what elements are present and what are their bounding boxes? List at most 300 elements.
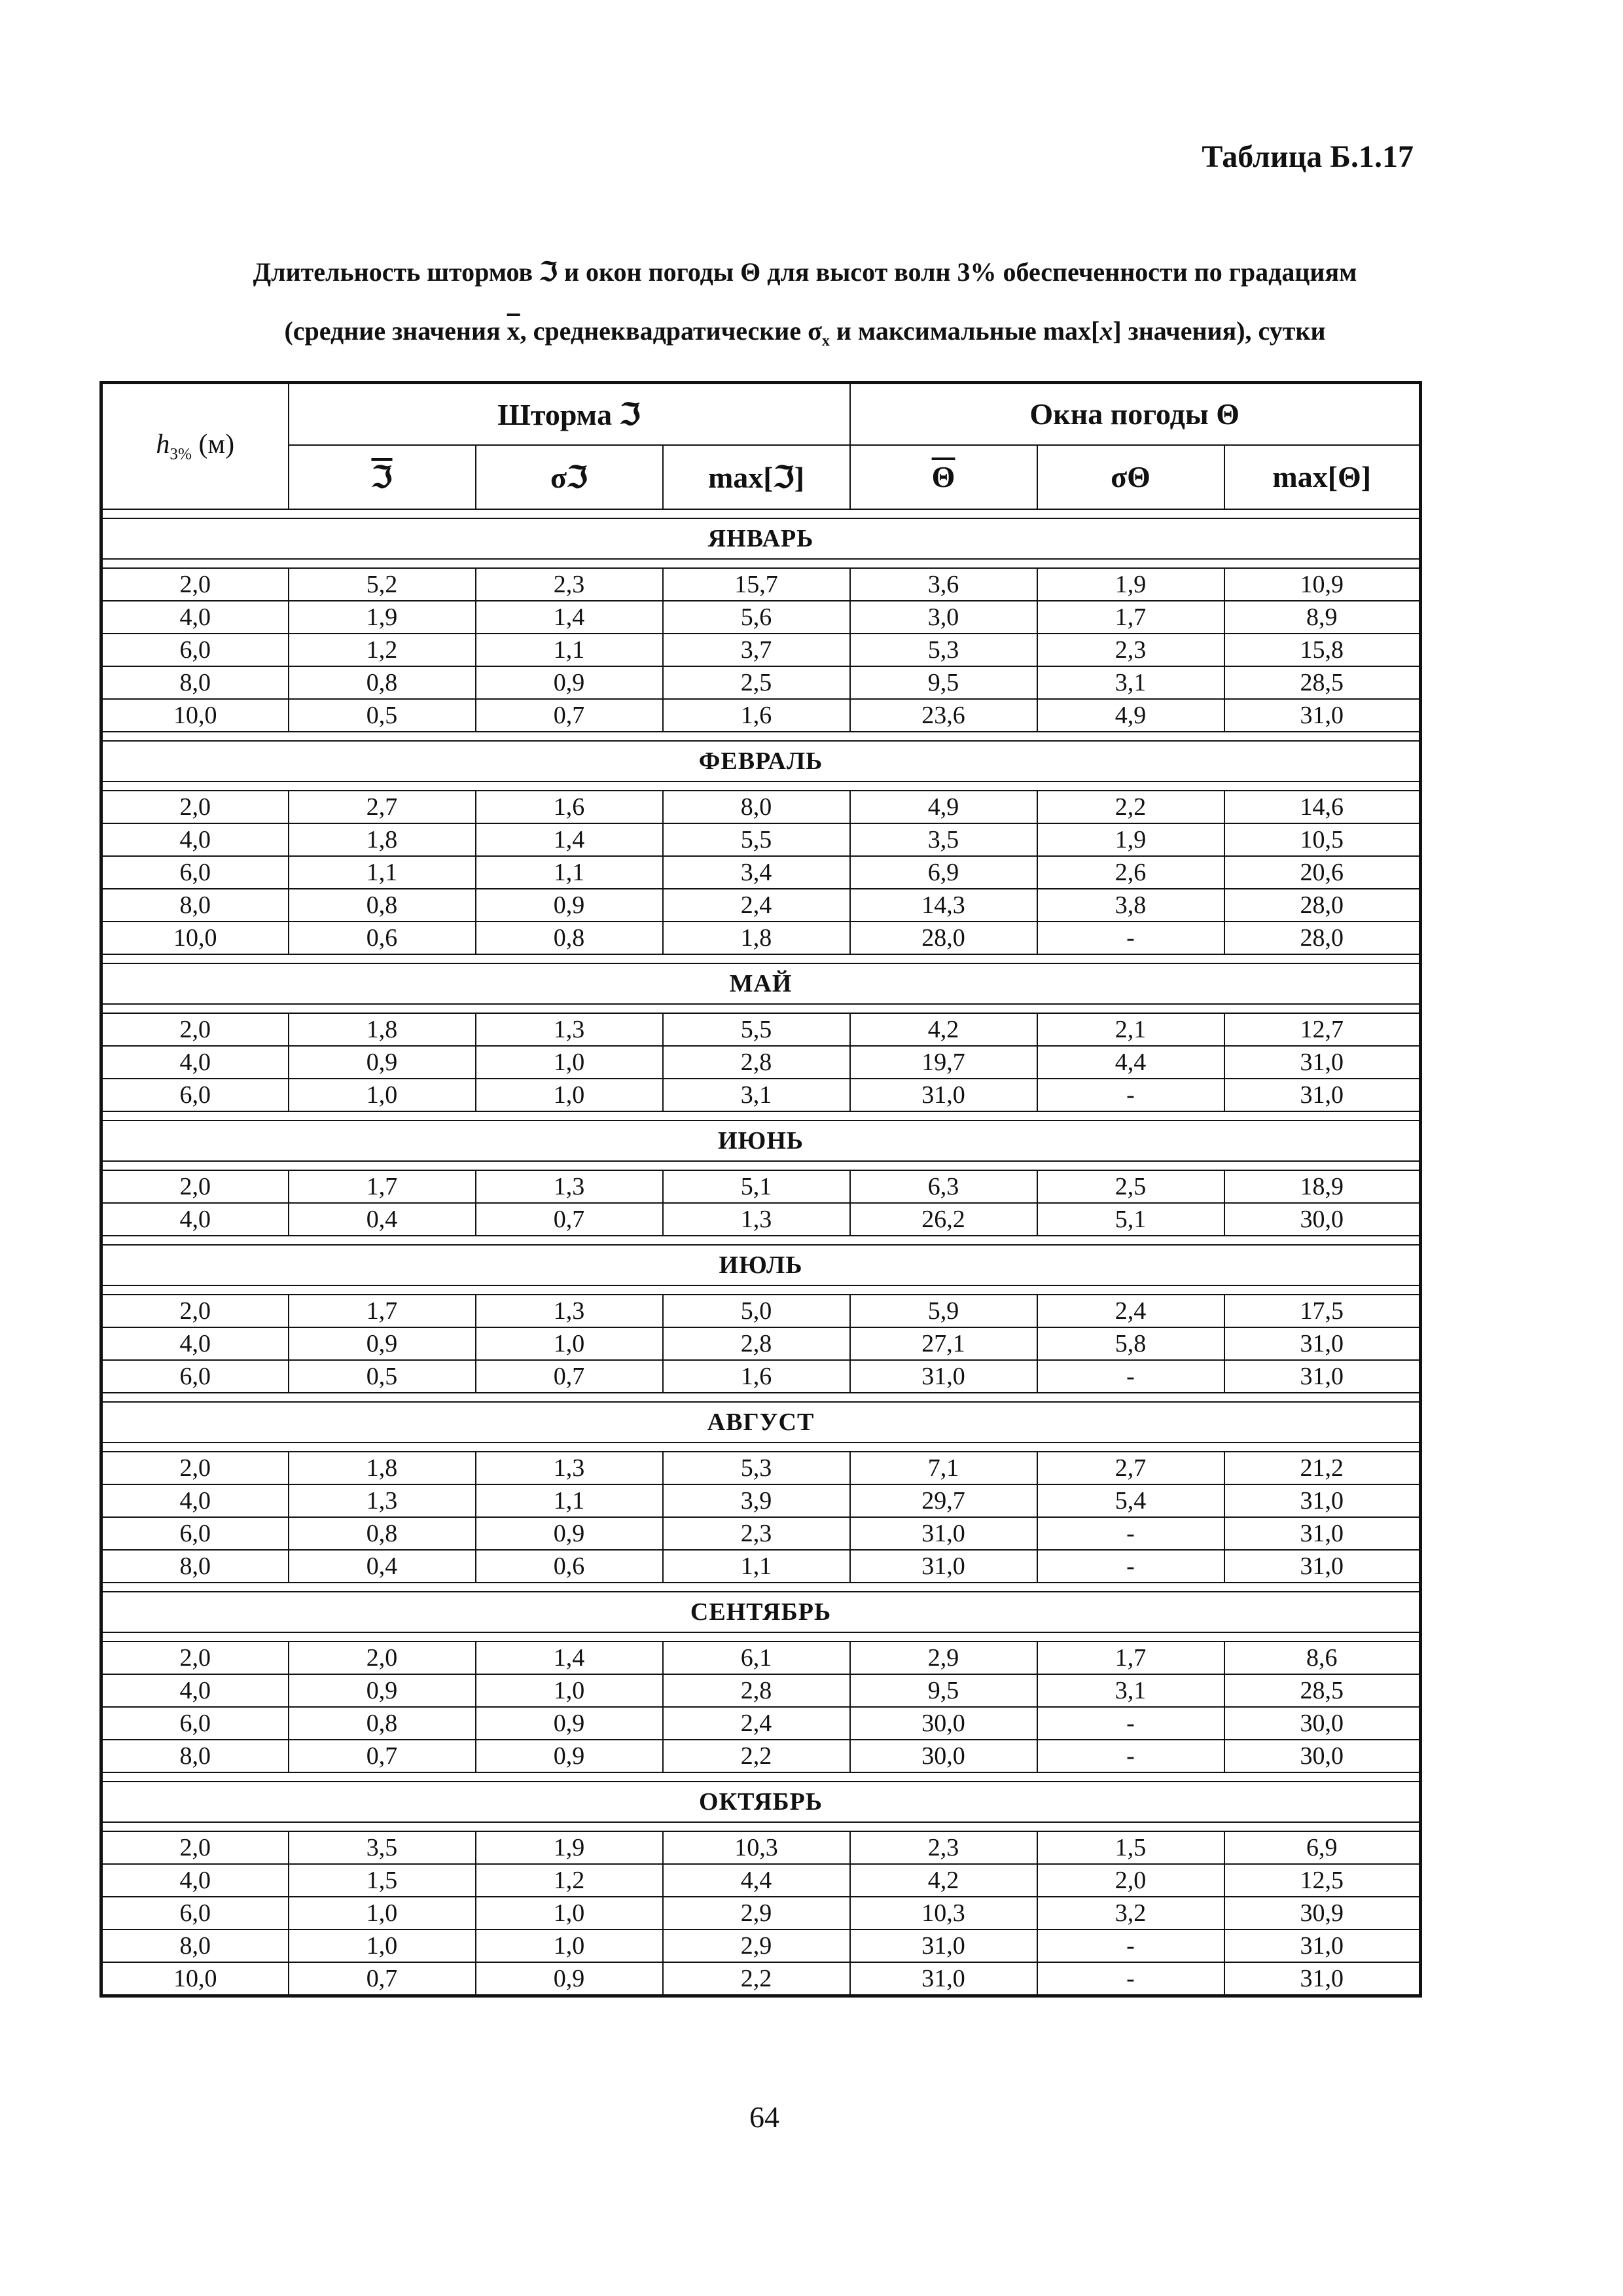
table-cell: - bbox=[1037, 922, 1224, 954]
title-xbar: $\overline{x}$ bbox=[507, 316, 520, 346]
table-cell: - bbox=[1037, 1550, 1224, 1583]
table-cell: 4,2 bbox=[850, 1013, 1037, 1046]
table-cell: 1,0 bbox=[289, 1079, 476, 1111]
month-row bbox=[101, 518, 1421, 559]
table-row bbox=[101, 1674, 1421, 1707]
table-cell: 8,0 bbox=[663, 791, 850, 823]
section-gap bbox=[101, 1004, 1421, 1013]
cell-wave-height: 2,0 bbox=[101, 1831, 289, 1864]
table-cell: 5,1 bbox=[663, 1170, 850, 1203]
table-cell: 5,5 bbox=[663, 823, 850, 856]
table-cell: 31,0 bbox=[1224, 1327, 1421, 1360]
table-cell: 0,7 bbox=[476, 1203, 663, 1236]
cell-wave-height: 4,0 bbox=[101, 823, 289, 856]
month-name: АВГУСТ bbox=[101, 1402, 1421, 1443]
table-row bbox=[101, 601, 1421, 634]
header-storm-mean: ℑ bbox=[289, 445, 476, 509]
table-cell: 5,2 bbox=[289, 568, 476, 601]
cell-wave-height: 2,0 bbox=[101, 1452, 289, 1484]
section-gap-cell bbox=[101, 1822, 1421, 1831]
section-gap bbox=[101, 1236, 1421, 1245]
section-gap-cell bbox=[101, 1443, 1421, 1452]
table-cell: 1,2 bbox=[289, 634, 476, 666]
section-gap-cell bbox=[101, 1583, 1421, 1592]
title-part-d: ] значения), сутки bbox=[1113, 316, 1326, 346]
table-cell: 31,0 bbox=[1224, 1360, 1421, 1393]
table-cell: 2,7 bbox=[289, 791, 476, 823]
table-cell: - bbox=[1037, 1079, 1224, 1111]
cell-wave-height: 4,0 bbox=[101, 1484, 289, 1517]
title-part-a: (средние значения bbox=[284, 316, 507, 346]
table-cell: 1,3 bbox=[476, 1295, 663, 1327]
header-window-mean: $\overline{\Theta}$ bbox=[850, 445, 1037, 509]
month-row bbox=[101, 1121, 1421, 1161]
table-cell: 31,0 bbox=[850, 1550, 1037, 1583]
table-cell: 2,2 bbox=[1037, 791, 1224, 823]
table-cell: 1,1 bbox=[476, 1484, 663, 1517]
table-cell: 0,9 bbox=[289, 1327, 476, 1360]
cell-wave-height: 2,0 bbox=[101, 1170, 289, 1203]
table-cell: 2,8 bbox=[663, 1327, 850, 1360]
section-gap-cell bbox=[101, 509, 1421, 518]
duration-table bbox=[99, 381, 1422, 1998]
table-cell: - bbox=[1037, 1360, 1224, 1393]
month-name: ФЕВРАЛЬ bbox=[101, 741, 1421, 781]
section-gap bbox=[101, 1772, 1421, 1782]
section-gap-cell bbox=[101, 559, 1421, 568]
cell-wave-height: 10,0 bbox=[101, 1962, 289, 1996]
header-window-sigma: σΘ bbox=[1037, 445, 1224, 509]
table-cell: 31,0 bbox=[1224, 1046, 1421, 1079]
table-cell: 1,8 bbox=[289, 1452, 476, 1484]
cell-wave-height: 6,0 bbox=[101, 1360, 289, 1393]
table-cell: 6,9 bbox=[1224, 1831, 1421, 1864]
table-row bbox=[101, 1897, 1421, 1929]
table-cell: 28,5 bbox=[1224, 1674, 1421, 1707]
section-gap bbox=[101, 1632, 1421, 1641]
page-number: 64 bbox=[749, 2100, 779, 2134]
table-cell: 10,5 bbox=[1224, 823, 1421, 856]
section-gap-cell bbox=[101, 1111, 1421, 1121]
table-cell: 2,2 bbox=[663, 1740, 850, 1772]
table-row bbox=[101, 1013, 1421, 1046]
table-row bbox=[101, 666, 1421, 699]
table-cell: 7,1 bbox=[850, 1452, 1037, 1484]
table-cell: 9,5 bbox=[850, 666, 1037, 699]
table-cell: 5,9 bbox=[850, 1295, 1037, 1327]
table-cell: 2,3 bbox=[1037, 634, 1224, 666]
table-cell: 8,6 bbox=[1224, 1641, 1421, 1674]
cell-wave-height: 8,0 bbox=[101, 1550, 289, 1583]
table-cell: 3,0 bbox=[850, 601, 1037, 634]
cell-wave-height: 6,0 bbox=[101, 1517, 289, 1550]
table-row bbox=[101, 1550, 1421, 1583]
table-row bbox=[101, 856, 1421, 889]
table-cell: 4,4 bbox=[663, 1864, 850, 1897]
table-cell: 18,9 bbox=[1224, 1170, 1421, 1203]
cell-wave-height: 6,0 bbox=[101, 1707, 289, 1740]
table-row bbox=[101, 1327, 1421, 1360]
table-cell: 1,8 bbox=[663, 922, 850, 954]
month-name: ИЮНЬ bbox=[101, 1121, 1421, 1161]
table-row bbox=[101, 1452, 1421, 1484]
table-cell: 17,5 bbox=[1224, 1295, 1421, 1327]
title-x: x bbox=[1099, 316, 1113, 346]
table-number: Таблица Б.1.17 bbox=[1202, 139, 1414, 174]
table-cell: 2,8 bbox=[663, 1046, 850, 1079]
cell-wave-height: 6,0 bbox=[101, 1897, 289, 1929]
table-cell: 30,0 bbox=[1224, 1203, 1421, 1236]
table-cell: 1,3 bbox=[663, 1203, 850, 1236]
table-cell: 5,3 bbox=[850, 634, 1037, 666]
table-cell: 0,9 bbox=[476, 1740, 663, 1772]
table-cell: 28,0 bbox=[850, 922, 1037, 954]
cell-wave-height: 8,0 bbox=[101, 666, 289, 699]
table-row bbox=[101, 1864, 1421, 1897]
table-cell: 4,4 bbox=[1037, 1046, 1224, 1079]
table-cell: 2,8 bbox=[663, 1674, 850, 1707]
month-name: ИЮЛЬ bbox=[101, 1245, 1421, 1285]
table-cell: 1,3 bbox=[476, 1170, 663, 1203]
table-cell: 3,1 bbox=[1037, 666, 1224, 699]
table-cell: 2,5 bbox=[1037, 1170, 1224, 1203]
table-cell: 14,3 bbox=[850, 889, 1037, 922]
table-cell: 1,9 bbox=[476, 1831, 663, 1864]
table-cell: 2,4 bbox=[663, 889, 850, 922]
table-cell: 3,5 bbox=[850, 823, 1037, 856]
cell-wave-height: 2,0 bbox=[101, 568, 289, 601]
table-row bbox=[101, 634, 1421, 666]
table-cell: 1,4 bbox=[476, 823, 663, 856]
table-cell: 1,3 bbox=[476, 1452, 663, 1484]
table-cell: 8,9 bbox=[1224, 601, 1421, 634]
table-row bbox=[101, 1517, 1421, 1550]
table-cell: 1,4 bbox=[476, 601, 663, 634]
table-cell: 29,7 bbox=[850, 1484, 1037, 1517]
table-row bbox=[101, 1203, 1421, 1236]
cell-wave-height: 8,0 bbox=[101, 1929, 289, 1962]
table-cell: 5,3 bbox=[663, 1452, 850, 1484]
table-cell: 1,0 bbox=[476, 1079, 663, 1111]
section-gap bbox=[101, 954, 1421, 963]
table-cell: 4,9 bbox=[850, 791, 1037, 823]
header-row-cols bbox=[101, 445, 1421, 509]
table-row bbox=[101, 1740, 1421, 1772]
section-gap-cell bbox=[101, 1285, 1421, 1295]
table-cell: 0,9 bbox=[476, 1707, 663, 1740]
section-gap-cell bbox=[101, 1236, 1421, 1245]
table-cell: 1,7 bbox=[289, 1295, 476, 1327]
table-cell: 5,6 bbox=[663, 601, 850, 634]
table-cell: 10,3 bbox=[663, 1831, 850, 1864]
table-cell: 0,8 bbox=[289, 889, 476, 922]
table-cell: 1,6 bbox=[663, 699, 850, 732]
table-cell: 2,7 bbox=[1037, 1452, 1224, 1484]
table-row bbox=[101, 1079, 1421, 1111]
table-cell: 31,0 bbox=[850, 1929, 1037, 1962]
table-cell: 1,3 bbox=[289, 1484, 476, 1517]
table-title-line2 bbox=[98, 315, 1512, 350]
header-storm-sigma: σℑ bbox=[476, 445, 663, 509]
table-cell: 14,6 bbox=[1224, 791, 1421, 823]
section-gap bbox=[101, 781, 1421, 791]
table-cell: 4,2 bbox=[850, 1864, 1037, 1897]
table-cell: 3,9 bbox=[663, 1484, 850, 1517]
table-row bbox=[101, 889, 1421, 922]
table-cell: 1,0 bbox=[476, 1674, 663, 1707]
section-gap bbox=[101, 1161, 1421, 1170]
table-cell: 0,6 bbox=[476, 1550, 663, 1583]
cell-wave-height: 6,0 bbox=[101, 634, 289, 666]
table-cell: 0,4 bbox=[289, 1203, 476, 1236]
table-cell: 3,1 bbox=[1037, 1674, 1224, 1707]
cell-wave-height: 4,0 bbox=[101, 601, 289, 634]
section-gap bbox=[101, 1583, 1421, 1592]
table-cell: 31,0 bbox=[1224, 1079, 1421, 1111]
table-cell: 1,1 bbox=[476, 856, 663, 889]
table-cell: 6,3 bbox=[850, 1170, 1037, 1203]
header-storm-max: max[ℑ] bbox=[663, 445, 850, 509]
section-gap bbox=[101, 1443, 1421, 1452]
table-cell: 3,7 bbox=[663, 634, 850, 666]
table-cell: 0,7 bbox=[476, 699, 663, 732]
table-cell: - bbox=[1037, 1962, 1224, 1996]
cell-wave-height: 4,0 bbox=[101, 1046, 289, 1079]
table-cell: 0,7 bbox=[476, 1360, 663, 1393]
table-cell: 0,4 bbox=[289, 1550, 476, 1583]
cell-wave-height: 2,0 bbox=[101, 1295, 289, 1327]
cell-wave-height: 2,0 bbox=[101, 791, 289, 823]
table-cell: 10,9 bbox=[1224, 568, 1421, 601]
table-row bbox=[101, 1360, 1421, 1393]
table-cell: 30,0 bbox=[1224, 1707, 1421, 1740]
table-cell: 3,2 bbox=[1037, 1897, 1224, 1929]
month-row bbox=[101, 1402, 1421, 1443]
table-cell: 2,1 bbox=[1037, 1013, 1224, 1046]
table-cell: 28,0 bbox=[1224, 922, 1421, 954]
table-cell: 12,7 bbox=[1224, 1013, 1421, 1046]
table-cell: 0,9 bbox=[289, 1674, 476, 1707]
table-row bbox=[101, 1929, 1421, 1962]
table-row bbox=[101, 823, 1421, 856]
section-gap bbox=[101, 1285, 1421, 1295]
table-cell: 2,4 bbox=[1037, 1295, 1224, 1327]
table-cell: 1,7 bbox=[289, 1170, 476, 1203]
table-cell: 0,9 bbox=[289, 1046, 476, 1079]
table-row bbox=[101, 791, 1421, 823]
cell-wave-height: 10,0 bbox=[101, 699, 289, 732]
table-cell: 31,0 bbox=[1224, 1962, 1421, 1996]
table-cell: 2,3 bbox=[850, 1831, 1037, 1864]
table-cell: 0,8 bbox=[289, 1517, 476, 1550]
cell-wave-height: 2,0 bbox=[101, 1641, 289, 1674]
table-cell: 1,0 bbox=[476, 1929, 663, 1962]
table-cell: 2,9 bbox=[850, 1641, 1037, 1674]
table-cell: 2,9 bbox=[663, 1897, 850, 1929]
table-row bbox=[101, 1484, 1421, 1517]
cell-wave-height: 4,0 bbox=[101, 1327, 289, 1360]
table-cell: 31,0 bbox=[1224, 1484, 1421, 1517]
table-cell: 0,5 bbox=[289, 699, 476, 732]
month-name: СЕНТЯБРЬ bbox=[101, 1592, 1421, 1632]
table-cell: 20,6 bbox=[1224, 856, 1421, 889]
table-cell: 31,0 bbox=[1224, 1517, 1421, 1550]
table-cell: 0,9 bbox=[476, 1962, 663, 1996]
table-cell: 1,5 bbox=[289, 1864, 476, 1897]
table-cell: - bbox=[1037, 1707, 1224, 1740]
month-row bbox=[101, 1245, 1421, 1285]
table-row bbox=[101, 1962, 1421, 1996]
table-cell: 1,8 bbox=[289, 823, 476, 856]
cell-wave-height: 4,0 bbox=[101, 1203, 289, 1236]
table-cell: 0,9 bbox=[476, 666, 663, 699]
table-cell: 5,0 bbox=[663, 1295, 850, 1327]
section-gap bbox=[101, 1822, 1421, 1831]
table-cell: 1,2 bbox=[476, 1864, 663, 1897]
table-cell: - bbox=[1037, 1929, 1224, 1962]
table-cell: 5,5 bbox=[663, 1013, 850, 1046]
table-cell: 0,6 bbox=[289, 922, 476, 954]
table-cell: 30,9 bbox=[1224, 1897, 1421, 1929]
table-cell: 23,6 bbox=[850, 699, 1037, 732]
table-cell: 2,4 bbox=[663, 1707, 850, 1740]
table-cell: 2,3 bbox=[476, 568, 663, 601]
month-row bbox=[101, 1782, 1421, 1822]
table-cell: 31,0 bbox=[1224, 699, 1421, 732]
month-row bbox=[101, 741, 1421, 781]
table-cell: 5,4 bbox=[1037, 1484, 1224, 1517]
table-cell: 5,1 bbox=[1037, 1203, 1224, 1236]
table-row bbox=[101, 1046, 1421, 1079]
table-cell: 6,9 bbox=[850, 856, 1037, 889]
table-cell: 0,7 bbox=[289, 1962, 476, 1996]
section-gap bbox=[101, 732, 1421, 741]
header-windows: Окна погоды Θ bbox=[850, 383, 1421, 445]
table-cell: 10,3 bbox=[850, 1897, 1037, 1929]
table-cell: 1,0 bbox=[476, 1327, 663, 1360]
table-cell: 0,8 bbox=[289, 666, 476, 699]
section-gap bbox=[101, 1111, 1421, 1121]
table-row bbox=[101, 1831, 1421, 1864]
table-cell: 30,0 bbox=[850, 1707, 1037, 1740]
title-part-c: и максимальные max[ bbox=[829, 316, 1100, 346]
table-cell: 31,0 bbox=[1224, 1929, 1421, 1962]
cell-wave-height: 10,0 bbox=[101, 922, 289, 954]
table-cell: 1,7 bbox=[1037, 601, 1224, 634]
table-cell: 1,7 bbox=[1037, 1641, 1224, 1674]
table-cell: 3,6 bbox=[850, 568, 1037, 601]
title-part-b: , среднеквадратические σ bbox=[520, 316, 822, 346]
section-gap-cell bbox=[101, 1161, 1421, 1170]
table-cell: 2,0 bbox=[1037, 1864, 1224, 1897]
cell-wave-height: 4,0 bbox=[101, 1864, 289, 1897]
header-window-max: max[Θ] bbox=[1224, 445, 1421, 509]
table-cell: 6,1 bbox=[663, 1641, 850, 1674]
header-row-groups bbox=[101, 383, 1421, 445]
table-cell: 19,7 bbox=[850, 1046, 1037, 1079]
table-cell: 31,0 bbox=[850, 1517, 1037, 1550]
table-cell: 28,0 bbox=[1224, 889, 1421, 922]
table-cell: 0,7 bbox=[289, 1740, 476, 1772]
table-cell: 12,5 bbox=[1224, 1864, 1421, 1897]
month-name: МАЙ bbox=[101, 963, 1421, 1004]
table-cell: 1,9 bbox=[289, 601, 476, 634]
table-cell: 1,6 bbox=[476, 791, 663, 823]
table-row bbox=[101, 568, 1421, 601]
table-cell: 4,9 bbox=[1037, 699, 1224, 732]
section-gap-cell bbox=[101, 1772, 1421, 1782]
cell-wave-height: 2,0 bbox=[101, 1013, 289, 1046]
table-cell: 3,8 bbox=[1037, 889, 1224, 922]
table-cell: 0,5 bbox=[289, 1360, 476, 1393]
table-cell: 1,1 bbox=[289, 856, 476, 889]
table-row bbox=[101, 1295, 1421, 1327]
table-cell: 2,5 bbox=[663, 666, 850, 699]
table-cell: 9,5 bbox=[850, 1674, 1037, 1707]
table-cell: 0,9 bbox=[476, 889, 663, 922]
table-cell: 1,0 bbox=[476, 1046, 663, 1079]
table-row bbox=[101, 922, 1421, 954]
table-cell: 28,5 bbox=[1224, 666, 1421, 699]
table-cell: 1,0 bbox=[289, 1929, 476, 1962]
table-cell: 2,6 bbox=[1037, 856, 1224, 889]
table-cell: 31,0 bbox=[1224, 1550, 1421, 1583]
table-cell: 1,1 bbox=[663, 1550, 850, 1583]
month-row bbox=[101, 963, 1421, 1004]
section-gap-cell bbox=[101, 1393, 1421, 1402]
table-cell: 27,1 bbox=[850, 1327, 1037, 1360]
table-cell: 30,0 bbox=[1224, 1740, 1421, 1772]
table-title-line1: Длительность штормов ℑ и окон погоды Θ для высот волн 3% обеспеченности по градациям bbox=[253, 257, 1357, 287]
header-storms: Штормa ℑ bbox=[289, 383, 850, 445]
table-cell: 1,5 bbox=[1037, 1831, 1224, 1864]
month-name: ОКТЯБРЬ bbox=[101, 1782, 1421, 1822]
section-gap bbox=[101, 559, 1421, 568]
table-cell: 1,1 bbox=[476, 634, 663, 666]
table-cell: 21,2 bbox=[1224, 1452, 1421, 1484]
title-sub-x: x bbox=[821, 332, 830, 350]
table-cell: 0,8 bbox=[289, 1707, 476, 1740]
table-cell: 3,4 bbox=[663, 856, 850, 889]
section-gap bbox=[101, 1393, 1421, 1402]
month-row bbox=[101, 1592, 1421, 1632]
table-cell: 5,8 bbox=[1037, 1327, 1224, 1360]
table-cell: 1,6 bbox=[663, 1360, 850, 1393]
table-cell: 1,8 bbox=[289, 1013, 476, 1046]
table-cell: 2,0 bbox=[289, 1641, 476, 1674]
month-name: ЯНВАРЬ bbox=[101, 518, 1421, 559]
table-cell: 0,8 bbox=[476, 922, 663, 954]
section-gap-cell bbox=[101, 781, 1421, 791]
cell-wave-height: 6,0 bbox=[101, 1079, 289, 1111]
table-body bbox=[101, 383, 1421, 1996]
table-cell: - bbox=[1037, 1740, 1224, 1772]
table-cell: - bbox=[1037, 1517, 1224, 1550]
table-cell: 1,9 bbox=[1037, 823, 1224, 856]
table-cell: 15,7 bbox=[663, 568, 850, 601]
table-cell: 26,2 bbox=[850, 1203, 1037, 1236]
table-cell: 2,3 bbox=[663, 1517, 850, 1550]
table-cell: 1,4 bbox=[476, 1641, 663, 1674]
section-gap bbox=[101, 509, 1421, 518]
table-cell: 2,2 bbox=[663, 1962, 850, 1996]
table-row bbox=[101, 1170, 1421, 1203]
table-cell: 3,1 bbox=[663, 1079, 850, 1111]
cell-wave-height: 4,0 bbox=[101, 1674, 289, 1707]
table-cell: 31,0 bbox=[850, 1079, 1037, 1111]
table-cell: 1,3 bbox=[476, 1013, 663, 1046]
table-cell: 31,0 bbox=[850, 1962, 1037, 1996]
